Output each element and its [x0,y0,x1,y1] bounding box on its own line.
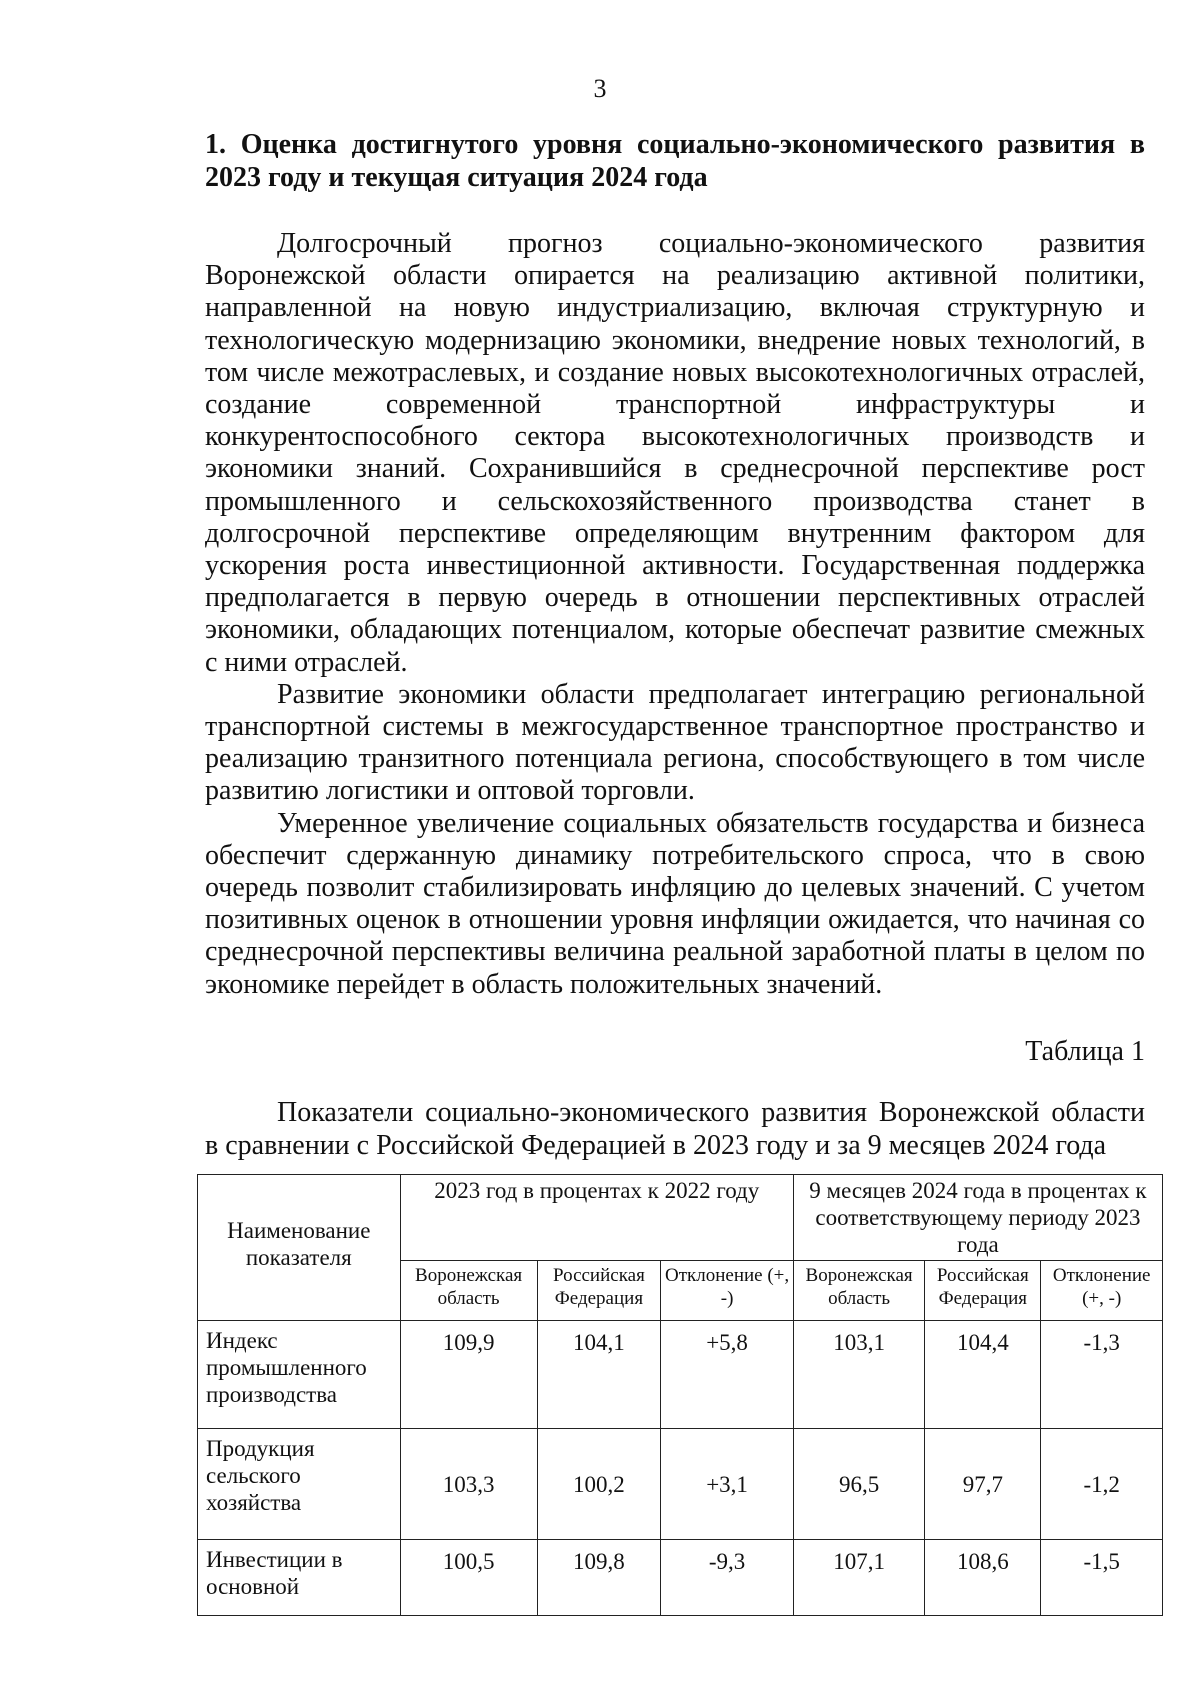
cell-value: 108,6 [925,1540,1041,1616]
section-heading: 1. Оценка достигнутого уровня социально-экономического развития в 2023 году и текущая ситуация 2024 года [205,129,1145,193]
table-header-row [198,1175,1163,1261]
cell-value: 103,1 [793,1321,924,1429]
cell-value: -1,3 [1041,1321,1163,1429]
cell-value: +3,1 [661,1429,794,1540]
row-name-industrial: Индекс промышленного производства [198,1321,401,1429]
cell-value: +5,8 [661,1321,794,1429]
cell-value: 96,5 [793,1429,924,1540]
header-group-2023: 2023 год в процентах к 2022 году [400,1175,793,1261]
subheader-russia-2023: Российская Федерация [537,1261,661,1321]
cell-value: 104,1 [537,1321,661,1429]
cell-value: 97,7 [925,1429,1041,1540]
table-row [198,1540,1163,1616]
table-label: Таблица 1 [1025,1036,1145,1067]
table-row [198,1321,1163,1429]
paragraph-3: Умеренное увеличение социальных обязательств государства и бизнеса обеспечит сдержанную динамику потребительского спроса, что в свою очередь позволит стабилизировать инфляцию до целевых значений. С учетом позитивных оценок в отношении уровня инфляции ожидается, что начиная со среднесрочной перспективы величина реальной заработной платы в целом по экономике перейдет в область положительных значений. [205,807,1145,1000]
cell-value: 100,5 [400,1540,537,1616]
subheader-russia-2024: Российская Федерация [925,1261,1041,1321]
cell-value: -1,2 [1041,1429,1163,1540]
page-number: 3 [593,74,607,103]
paragraph-2: Развитие экономики области предполагает интеграцию региональной транспортной системы в межгосударственное транспортное пространство и реализацию транзитного потенциала региона, способствующего в том числе развитию логистики и оптовой торговли. [205,678,1145,807]
subheader-voronezh-2023: Воронежская область [400,1261,537,1321]
cell-value: 104,4 [925,1321,1041,1429]
cell-value: 107,1 [793,1540,924,1616]
subheader-voronezh-2024: Воронежская область [793,1261,924,1321]
subheader-deviation-2023: Отклонение (+, -) [661,1261,794,1321]
row-name-agriculture: Продукция сельского хозяйства [198,1429,401,1540]
cell-value: 109,8 [537,1540,661,1616]
paragraph-1: Долгосрочный прогноз социально-экономического развития Воронежской области опирается на реализацию активной политики, направленной на новую индустриализацию, включая структурную и технологическую модернизацию экономики, внедрение новых технологий, в том числе межотраслевых, и создание новых высокотехнологичных отраслей, создание современной транспортной инфраструктуры и конкурентоспособного сектора высокотехнологичных производств и экономики знаний. Сохранившийся в среднесрочной перспективе рост промышленного и сельскохозяйственного производства станет в долгосрочной перспективе определяющим внутренним фактором для ускорения роста инвестиционной активности. Государственная поддержка предполагается в первую очередь в отношении перспективных отраслей экономики, обладающих потенциалом, которые обеспечат развитие смежных с ними отраслей. [205,228,1145,678]
cell-value: 103,3 [400,1429,537,1540]
subheader-deviation-2024: Отклонение (+, -) [1041,1261,1163,1321]
indicators-table [197,1174,1163,1616]
cell-value: -1,5 [1041,1540,1163,1616]
header-indicator-name: Наименование показателя [198,1175,401,1321]
table-row [198,1429,1163,1540]
table-caption: Показатели социально-экономического развития Воронежской области в сравнении с Российской Федерацией в 2023 году и за 9 месяцев 2024 года [205,1097,1145,1161]
cell-value: 100,2 [537,1429,661,1540]
row-name-investment: Инвестиции в основной [198,1540,401,1616]
cell-value: -9,3 [661,1540,794,1616]
cell-value: 109,9 [400,1321,537,1429]
header-group-9m-2024: 9 месяцев 2024 года в процентах к соответствующему периоду 2023 года [793,1175,1162,1261]
body-text [205,228,1145,1001]
